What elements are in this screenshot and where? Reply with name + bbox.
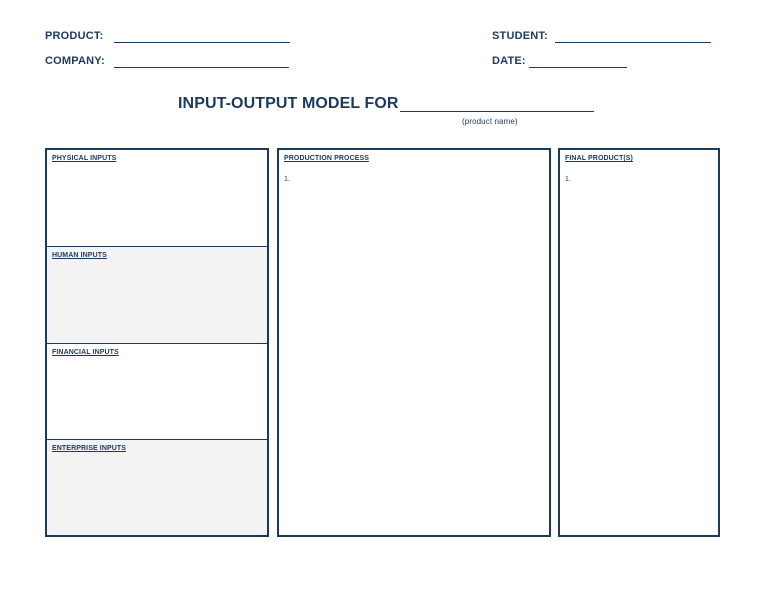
final-products-box[interactable] [558, 148, 720, 537]
student-field[interactable] [555, 42, 711, 43]
physical-inputs-heading: PHYSICAL INPUTS [52, 155, 117, 162]
enterprise-inputs-section[interactable] [47, 439, 267, 535]
product-field[interactable] [114, 42, 290, 43]
human-inputs-heading: HUMAN INPUTS [52, 252, 107, 259]
date-field[interactable] [529, 67, 627, 68]
financial-inputs-heading: FINANCIAL INPUTS [52, 349, 119, 356]
product-name-caption: (product name) [462, 117, 518, 126]
company-field[interactable] [114, 67, 289, 68]
production-process-box[interactable] [277, 148, 551, 537]
product-name-field[interactable] [400, 111, 594, 112]
company-label: COMPANY: [45, 55, 105, 67]
production-process-heading: PRODUCTION PROCESS [284, 155, 370, 162]
physical-inputs-section[interactable] [47, 150, 267, 246]
product-label: PRODUCT: [45, 30, 104, 42]
process-item-number: 1. [284, 176, 290, 183]
financial-inputs-section[interactable] [47, 343, 267, 439]
inputs-column [45, 148, 269, 537]
human-inputs-section[interactable] [47, 246, 267, 343]
student-label: STUDENT: [492, 30, 548, 42]
final-products-heading: FINAL PRODUCT(S) [565, 155, 633, 162]
enterprise-inputs-heading: ENTERPRISE INPUTS [52, 445, 127, 452]
product-item-number: 1. [565, 176, 571, 183]
page-title: INPUT-OUTPUT MODEL FOR [178, 95, 399, 112]
date-label: DATE: [492, 55, 526, 67]
